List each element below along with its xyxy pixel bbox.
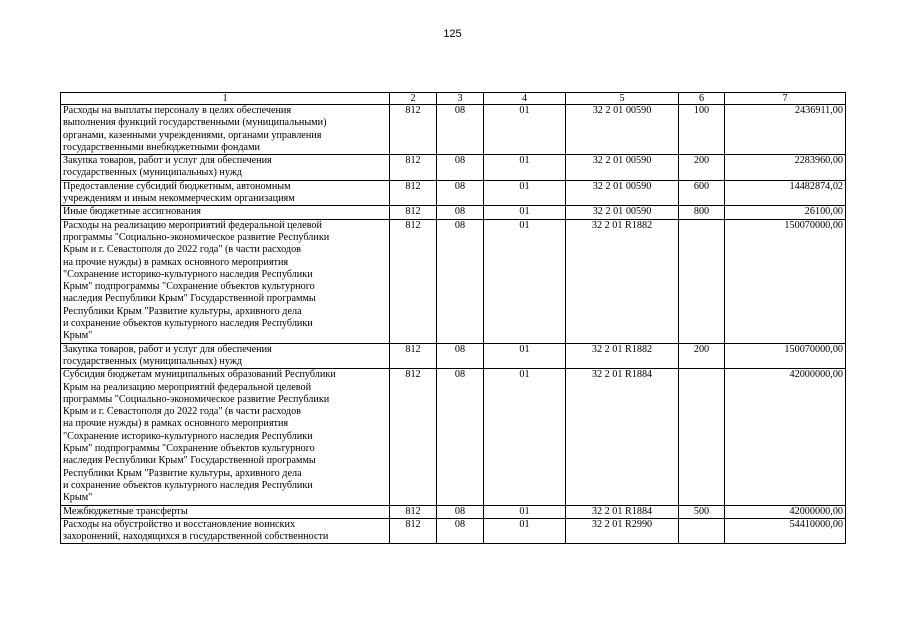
section-cell: 08	[437, 343, 484, 369]
header-cell-4: 4	[484, 93, 566, 105]
ministry-cell: 812	[390, 180, 437, 206]
target-article-cell: 32 2 01 00590	[566, 105, 679, 155]
table-row	[61, 105, 846, 155]
description-cell: Иные бюджетные ассигнования	[61, 206, 390, 219]
header-row	[61, 93, 846, 105]
table-row	[61, 505, 846, 518]
description-cell: Расходы на реализацию мероприятий федеральной целевой программы "Социально-экономическое развитие Республики Крым и г. Севастополя до 2022 года" (в части расходов на прочие нужды) в рамках основного мероприятия "Сохранение историко-культурного наследия Республики Крым" подпрограммы "Сохранение объектов культурного наследия Республики Крым" Государственной программы Республики Крым "Развитие культуры, архивного дела и сохранение объектов культурного наследия Республики Крым"	[61, 219, 390, 343]
description-cell: Закупка товаров, работ и услуг для обеспечения государственных (муниципальных) нужд	[61, 155, 390, 181]
ministry-cell: 812	[390, 369, 437, 505]
expense-type-cell: 500	[679, 505, 725, 518]
amount-cell: 26100,00	[725, 206, 846, 219]
amount-cell: 42000000,00	[725, 505, 846, 518]
section-cell: 08	[437, 155, 484, 181]
subsection-cell: 01	[484, 505, 566, 518]
header-cell-7: 7	[725, 93, 846, 105]
description-cell: Межбюджетные трансферты	[61, 505, 390, 518]
subsection-cell: 01	[484, 343, 566, 369]
expense-type-cell: 200	[679, 155, 725, 181]
amount-cell: 2436911,00	[725, 105, 846, 155]
table-row	[61, 343, 846, 369]
section-cell: 08	[437, 219, 484, 343]
subsection-cell: 01	[484, 155, 566, 181]
expense-type-cell	[679, 518, 725, 544]
target-article-cell: 32 2 01 R1882	[566, 219, 679, 343]
target-article-cell: 32 2 01 00590	[566, 206, 679, 219]
ministry-cell: 812	[390, 206, 437, 219]
target-article-cell: 32 2 01 R2990	[566, 518, 679, 544]
subsection-cell: 01	[484, 206, 566, 219]
expense-type-cell	[679, 219, 725, 343]
expense-type-cell: 800	[679, 206, 725, 219]
section-cell: 08	[437, 518, 484, 544]
description-cell: Предоставление субсидий бюджетным, автономным учреждениям и иным некоммерческим организациям	[61, 180, 390, 206]
table-row	[61, 155, 846, 181]
table-row	[61, 518, 846, 544]
amount-cell: 54410000,00	[725, 518, 846, 544]
section-cell: 08	[437, 369, 484, 505]
section-cell: 08	[437, 505, 484, 518]
description-cell: Расходы на обустройство и восстановление воинских захоронений, находящихся в государственной собственности	[61, 518, 390, 544]
ministry-cell: 812	[390, 343, 437, 369]
subsection-cell: 01	[484, 369, 566, 505]
expense-type-cell	[679, 369, 725, 505]
header-cell-3: 3	[437, 93, 484, 105]
table-row	[61, 206, 846, 219]
subsection-cell: 01	[484, 219, 566, 343]
header-cell-6: 6	[679, 93, 725, 105]
target-article-cell: 32 2 01 00590	[566, 180, 679, 206]
table-row	[61, 219, 846, 343]
page-number: 125	[443, 28, 462, 40]
amount-cell: 42000000,00	[725, 369, 846, 505]
table-row	[61, 369, 846, 505]
amount-cell: 14482874,02	[725, 180, 846, 206]
budget-table	[60, 92, 846, 544]
description-cell: Субсидия бюджетам муниципальных образований Республики Крым на реализацию мероприятий федеральной целевой программы "Социально-экономическое развитие Республики Крым и г. Севастополя до 2022 года" (в части расходов на прочие нужды) в рамках основного мероприятия "Сохранение историко-культурного наследия Республики Крым" подпрограммы "Сохранение объектов культурного наследия Республики Крым" Государственной программы Республики Крым "Развитие культуры, архивного дела и сохранение объектов культурного наследия Республики Крым"	[61, 369, 390, 505]
description-cell: Закупка товаров, работ и услуг для обеспечения государственных (муниципальных) нужд	[61, 343, 390, 369]
section-cell: 08	[437, 206, 484, 219]
target-article-cell: 32 2 01 00590	[566, 155, 679, 181]
ministry-cell: 812	[390, 155, 437, 181]
description-cell: Расходы на выплаты персоналу в целях обеспечения выполнения функций государственными (муниципальными) органами, казенными учреждениями, органами управления государственными внебюджетными фондами	[61, 105, 390, 155]
target-article-cell: 32 2 01 R1884	[566, 369, 679, 505]
expense-type-cell: 600	[679, 180, 725, 206]
ministry-cell: 812	[390, 518, 437, 544]
table-body	[61, 105, 846, 544]
header-cell-5: 5	[566, 93, 679, 105]
amount-cell: 2283960,00	[725, 155, 846, 181]
subsection-cell: 01	[484, 105, 566, 155]
ministry-cell: 812	[390, 105, 437, 155]
target-article-cell: 32 2 01 R1884	[566, 505, 679, 518]
target-article-cell: 32 2 01 R1882	[566, 343, 679, 369]
table-row	[61, 180, 846, 206]
subsection-cell: 01	[484, 180, 566, 206]
header-cell-2: 2	[390, 93, 437, 105]
header-cell-1: 1	[61, 93, 390, 105]
expense-type-cell: 200	[679, 343, 725, 369]
subsection-cell: 01	[484, 518, 566, 544]
amount-cell: 150070000,00	[725, 219, 846, 343]
section-cell: 08	[437, 180, 484, 206]
ministry-cell: 812	[390, 219, 437, 343]
section-cell: 08	[437, 105, 484, 155]
ministry-cell: 812	[390, 505, 437, 518]
expense-type-cell: 100	[679, 105, 725, 155]
amount-cell: 150070000,00	[725, 343, 846, 369]
